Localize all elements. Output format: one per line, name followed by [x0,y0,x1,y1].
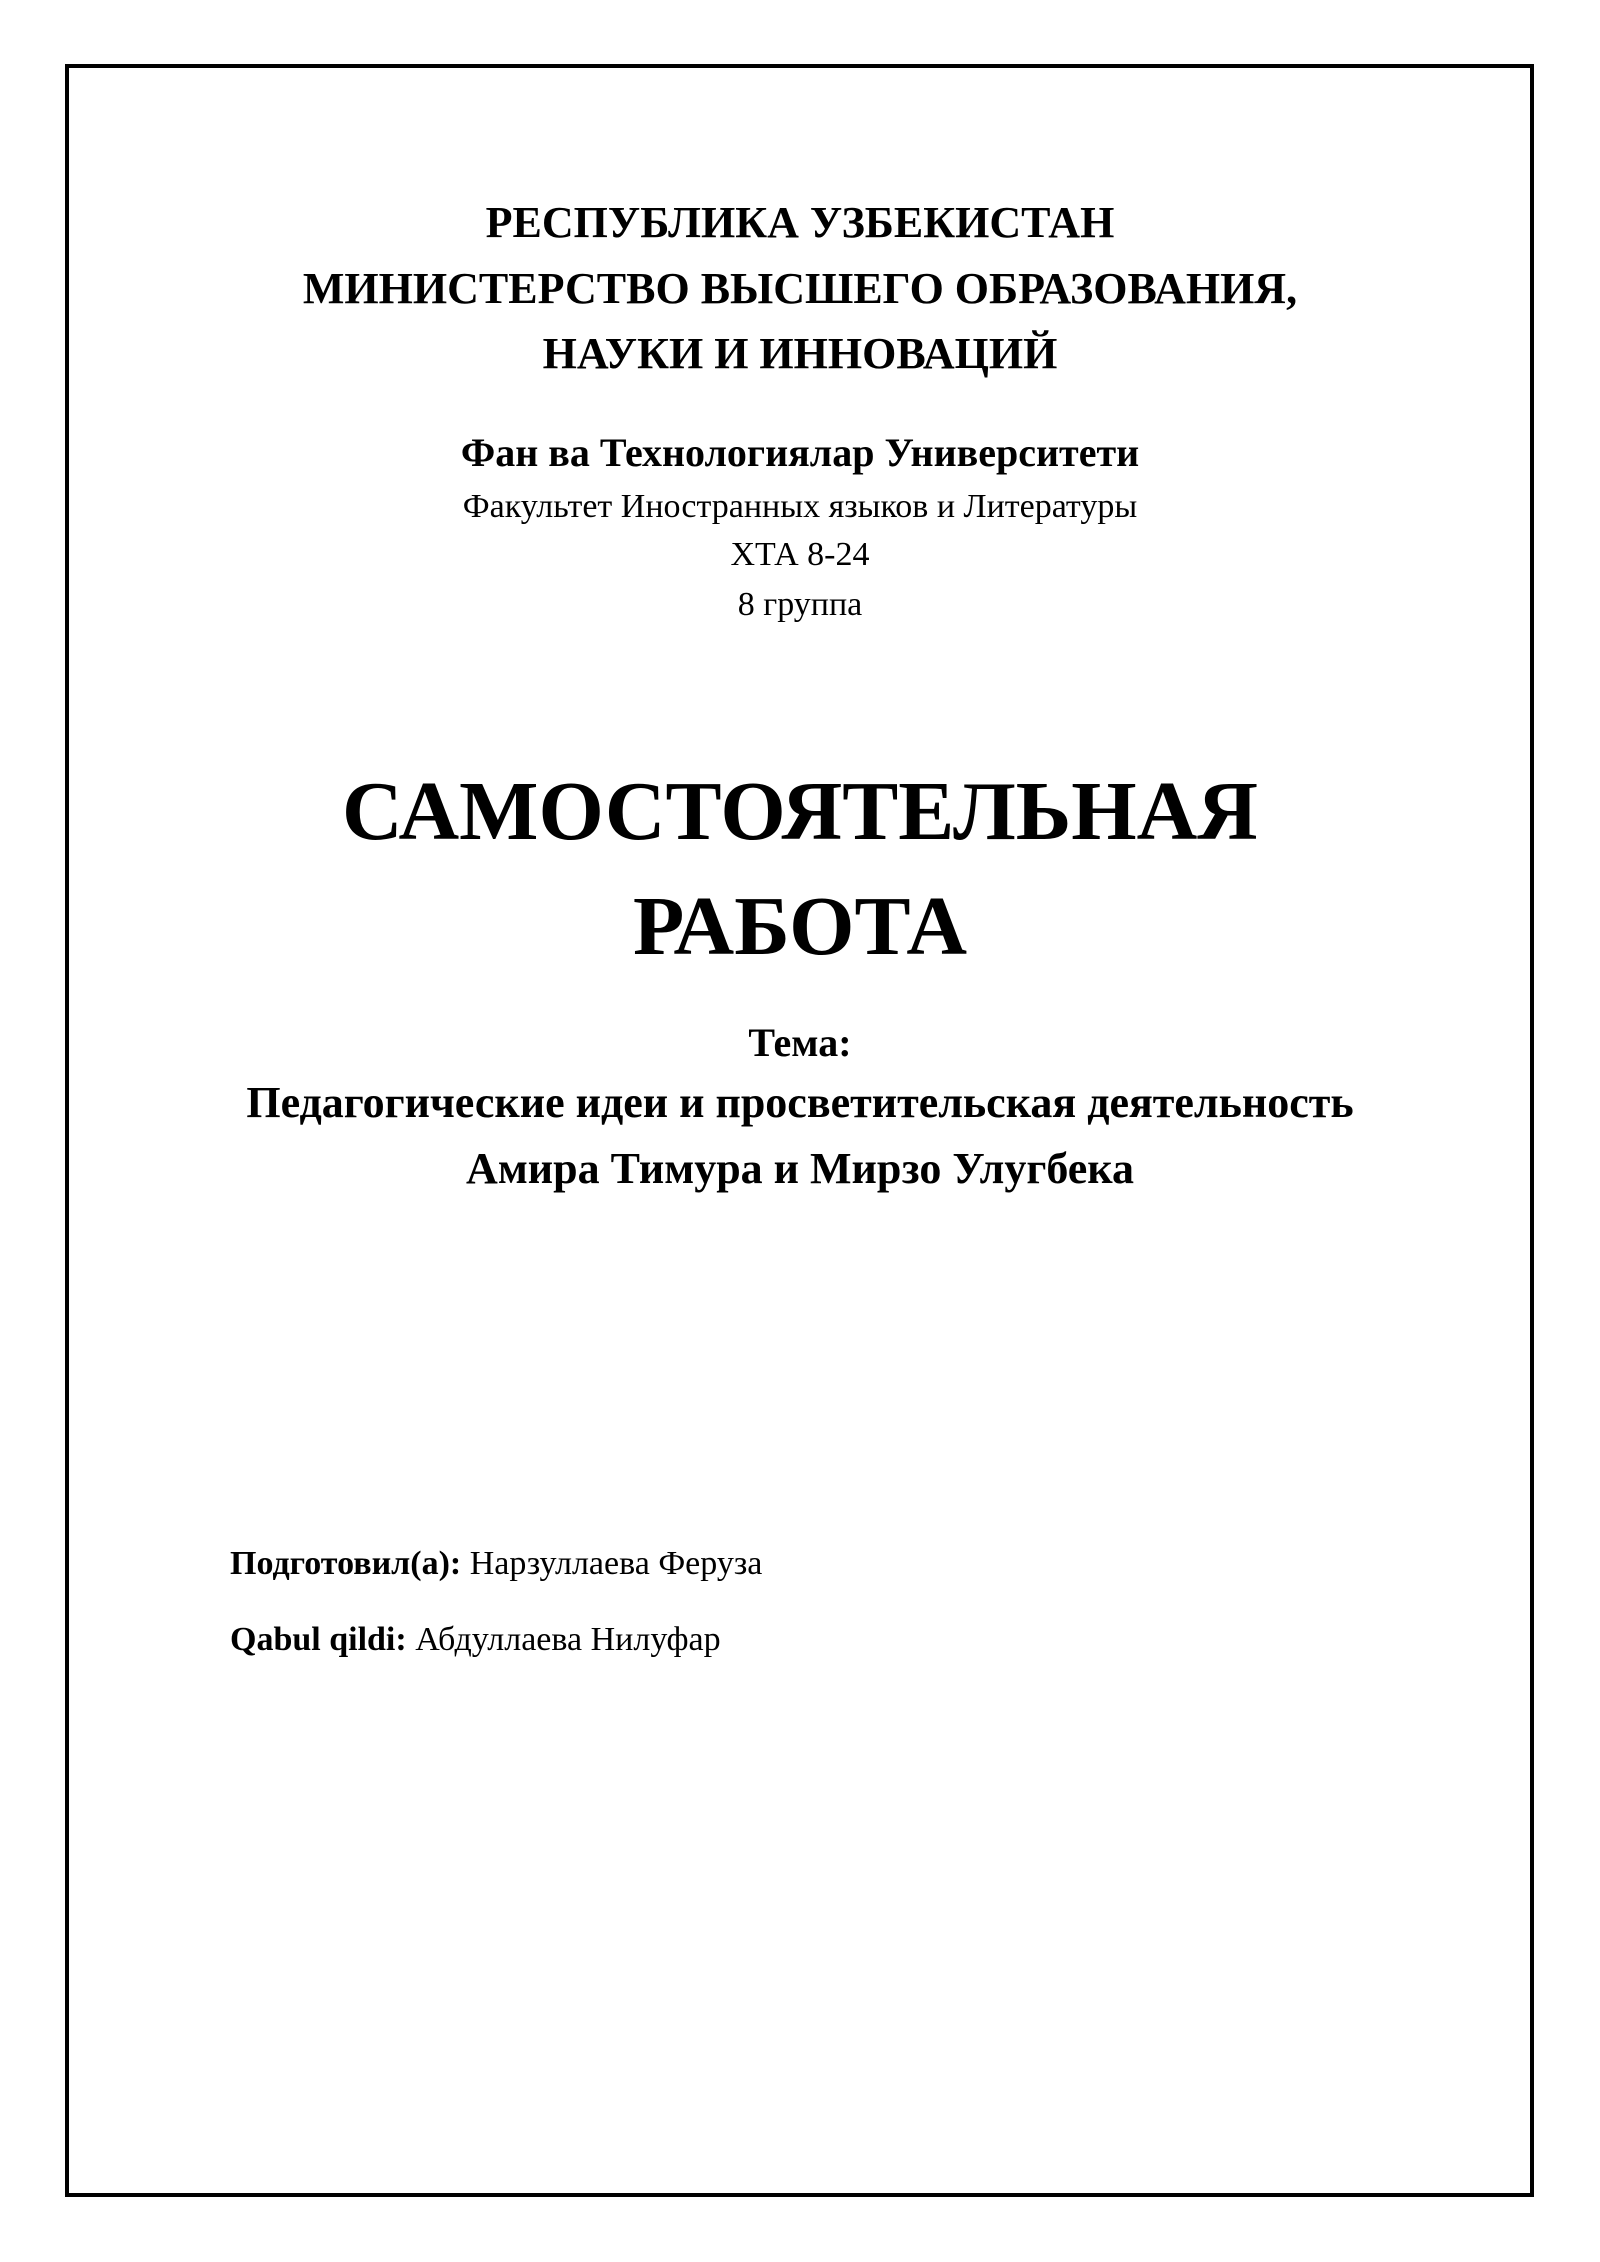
faculty-name: Факультет Иностранных языков и Литературы [462,488,1138,525]
header-ministry-line2: НАУКИ И ИННОВАЦИЙ [542,329,1058,378]
accepted-by-label: Qabul qildi: [230,1621,407,1658]
theme-label: Тема: [748,1020,852,1065]
group-number: 8 группа [737,586,863,623]
header-republic: РЕСПУБЛИКА УЗБЕКИСТАН [485,198,1115,247]
prepared-by-label: Подготовил(а): [230,1545,462,1582]
accepted-by-name: Абдуллаева Нилуфар [415,1621,721,1658]
theme-line1: Педагогические идеи и просветительская деятельность [246,1078,1354,1127]
prepared-by-line [230,1544,762,1584]
page-border [65,64,1534,2197]
university-name: Фан ва Технологиялар Университети [460,430,1140,475]
accepted-by-line [230,1620,721,1660]
document-title-line1: САМОСТОЯТЕЛЬНАЯ [342,765,1258,858]
prepared-by-name: Нарзуллаева Феруза [469,1545,763,1582]
header-ministry-line1: МИНИСТЕРСТВО ВЫСШЕГО ОБРАЗОВАНИЯ, [302,264,1298,313]
theme-line2: Амира Тимура и Мирзо Улугбека [466,1144,1134,1193]
program-code: ХТА 8-24 [730,536,870,573]
document-title-line2: РАБОТА [632,880,968,973]
